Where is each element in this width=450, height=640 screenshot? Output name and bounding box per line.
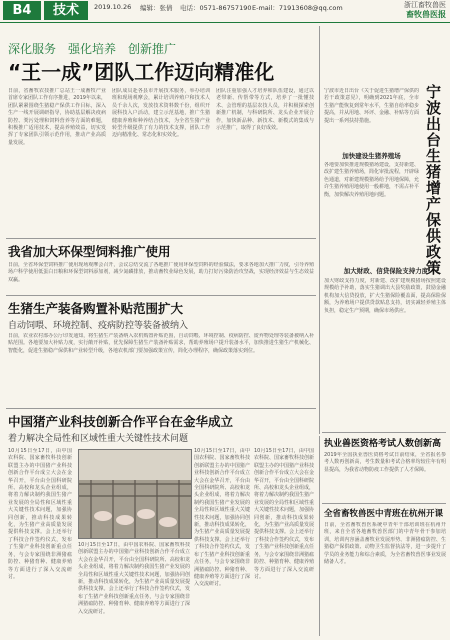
alliance-subtitle: 着力解决全局性和区域性重大关键性技术问题 <box>8 434 189 444</box>
lead-col-3: 团队注重加强人才培养和队伍建设，通过以老带新、传帮带等方式，培养了一批懂技术、会管理的基层农技人员，并积极探索创新推广机制，与科研院所、龙头企业开展合作，加快新品种、新技术、新模式的集成与示范推广，取得了良好成效。 <box>216 88 314 132</box>
editor-name: 编辑：张倩 <box>140 4 173 12</box>
ningbo-vertical-title: 宁波出台生猪增产保供政策 <box>424 84 442 276</box>
lead-kicker: 深化服务 强化培养 创新推广 <box>8 42 177 56</box>
ningbo-subhead-1: 加快建设生猪养殖场 <box>342 152 401 160</box>
editor-phone: 电话：0571-86757190 <box>180 4 252 12</box>
paper-name: 畜牧兽医报 <box>406 10 446 19</box>
page-number: B4 <box>3 1 41 20</box>
edition-name: 浙江畜牧兽医 <box>404 1 446 9</box>
column-divider <box>319 436 320 636</box>
lead-headline: “王一成”团队工作迈向精准化 <box>8 60 275 84</box>
rule <box>322 503 446 504</box>
edition-block <box>366 1 446 19</box>
alliance-headline: 中国猪产业科技创新合作平台在金华成立 <box>8 414 234 429</box>
training-body: 日前，全省畜牧兽医系统中青年干部培训班在杭州开班，来自全省各地畜牧兽医部门的中青年骨干参加培训，培训内容涵盖畜牧业发展形势、非洲猪瘟防控、生猪稳产保供政策、动物卫生监督执法等，进一步提升了学员的业务能力和综合素质，为全省畜牧兽医事业发展储备人才。 <box>324 522 446 566</box>
alliance-body: 10月15日至17日，由中国农科院、国家畜牧科技创新联盟主办的中国猪产业科技创新合作平台成立大会在金华召开，平台由全国科研院所、高校和龙头企业组成，将着力解决制约我国生猪产业发展的全局性和区域性重大关键性技术问题，加强协同创新，推动科技成果转化，为生猪产业高质量发展提供科技支撑。会上还举行了科技合作签约仪式，发布了生猪产业科技创新重点任务，与会专家围绕非洲猪瘟防控、种猪育种、健康养殖等方面进行了深入交流研讨。 <box>8 448 72 580</box>
pig-farm-photo <box>78 449 192 539</box>
alliance-body-col3: 10月15日至17日，由中国农科院、国家畜牧科技创新联盟主办的中国猪产业科技创新合作平台成立大会在金华召开，平台由全国科研院所、高校和龙头企业组成，将着力解决制约我国生猪产业发展的全局性和区域性重大关键性技术问题，加强协同创新，推动科技成果转化，为生猪产业高质量发展提供科技支撑。会上还举行了科技合作签约仪式，发布了生猪产业科技创新重点任务，与会专家围绕非洲猪瘟防控、种猪育种、健康养殖等方面进行了深入交流研讨。 <box>194 448 250 588</box>
ningbo-body-2: 加大财政支持力度，对新建、改扩建规模猪场按照建设规模给予补助，落实生猪调出大县奖励政策，鼓励金融机构加大信贷投放，扩大生猪保险覆盖面，提高保险保额，为养殖场户提供贷款贴息支持，切实减轻养殖主体负担，稳定生产预期，确保市场供应。 <box>324 278 446 314</box>
exam-body: 2019年全国执业兽医资格考试日前结束，全省报名参考人数再创新高，考生数量和考试合格率均较往年有明显提高，为我省动物防疫工作提供了人才保障。 <box>324 452 446 473</box>
ningbo-body-1: 各地要加快推进规模猪场建设，支持新建、改扩建生猪养殖场，简化审批流程，开辟绿色通道，对新建规模猪场给予用地保障，允许生猪养殖用地使用一般耕地，不需占补平衡，加快解决养殖用地问题。 <box>324 162 419 198</box>
rule <box>322 432 446 433</box>
section-label: 技术 <box>44 1 88 20</box>
issue-date: 2019.10.26 <box>94 3 132 11</box>
editor-email: E-mail：71913608@qq.com <box>252 4 343 12</box>
alliance-body-col4: 10月15日至17日，由中国农科院、国家畜牧科技创新联盟主办的中国猪产业科技创新合作平台成立大会在金华召开，平台由全国科研院所、高校和龙头企业组成，将着力解决制约我国生猪产业发展的全局性和区域性重大关键性技术问题，加强协同创新，推动科技成果转化，为生猪产业高质量发展提供科技支撑。会上还举行了科技合作签约仪式，发布了生猪产业科技创新重点任务，与会专家围绕非洲猪瘟防控、种猪育种、健康养殖等方面进行了深入交流研讨。 <box>254 448 314 580</box>
alliance-body-cont: 10月15日至17日，由中国农科院、国家畜牧科技创新联盟主办的中国猪产业科技创新合作平台成立大会在金华召开，平台由全国科研院所、高校和龙头企业组成，将着力解决制约我国生猪产业发展的全局性和区域性重大关键性技术问题，加强协同创新，推动科技成果转化，为生猪产业高质量发展提供科技支撑。会上还举行了科技合作签约仪式，发布了生猪产业科技创新重点任务，与会专家围绕非洲猪瘟防控、种猪育种、健康养殖等方面进行了深入交流研讨。 <box>78 542 190 615</box>
subsidy-subtitle: 自动饲喂、环境控制、疫病防控等装备被纳入 <box>8 321 189 331</box>
exam-headline: 执业兽医资格考试人数创新高 <box>324 439 442 449</box>
training-headline: 全省畜牧兽医中青班在杭州开课 <box>324 509 444 519</box>
rule <box>6 408 316 409</box>
rule <box>6 238 316 239</box>
lead-col-1: 日前，省畜牧农技推广总站王一成畜牧产业首席专家团队工作有序推进，2019年以来，团队紧紧围绕生猪稳产保供工作目标，深入生产一线开展调研指导，协助基层解决疫病防控、粪污处理和饲料营养等方面的难题，积极推广适用技术，提高养殖效益，切实发挥了专家团队引领示范作用，推动产业高质量发展。 <box>8 88 106 146</box>
lead-col-2: 团队成员赴各县市开展技术服务，举办培训班和现场观摩会，累计培训养殖户和技术人员千余人次，发放技术资料数千份，组织开展科技入户活动，建立示范基地，推广生猪健康养殖和种养结合技术，为全省生猪产业转型升级提供了有力的技术支撑，团队工作迈向精准化、常态化和实效化。 <box>112 88 210 139</box>
policy-body: 日前，全省环保型饲料推广使用现场观摩会召开，会议总结交流了各地推广使用环保型饲料的经验做法，要求各地加大推广力度，引导养殖场户科学使用低蛋白日粮和环保型饲料添加剂，减少氮磷排放，推动畜牧业绿色发展，助力打好污染防治攻坚战，实现经济效益与生态效益双赢。 <box>8 262 314 283</box>
column-divider <box>319 26 320 434</box>
subsidy-body: 日前，农业农村部办公厅印发通知，将生猪生产装备纳入农机购置补贴范围，自动饲喂、环境控制、疫病防控、废弃物处理等装备被纳入补贴范围。各地要加大补贴力度，实行敞开补贴，优先保障生猪生产装备补贴需求，帮助养殖场户提升装备水平，加快推进生猪生产机械化、智能化，促进生猪稳产保供和产业转型升级，各地农机部门要加强政策宣传，简化办理程序，确保政策落实到位。 <box>8 333 314 354</box>
policy-headline: 我省加大环保型饲料推广使用 <box>8 244 171 259</box>
ningbo-subhead-2: 加大财政、信贷保险支持力度 <box>343 267 429 275</box>
rule <box>6 295 316 296</box>
pig-pen-illustration <box>79 450 191 538</box>
subsidy-headline: 生猪生产装备购置补贴范围扩大 <box>8 301 184 316</box>
ningbo-intro: 宁波市近日出台《关于促进生猪增产保供的若干政策意见》，明确到2021年底，全市生猪产能恢复到常年水平，生猪自给率稳步提高，并从用地、环评、金融、补贴等方面提出一系列扶持措施。 <box>324 88 419 124</box>
